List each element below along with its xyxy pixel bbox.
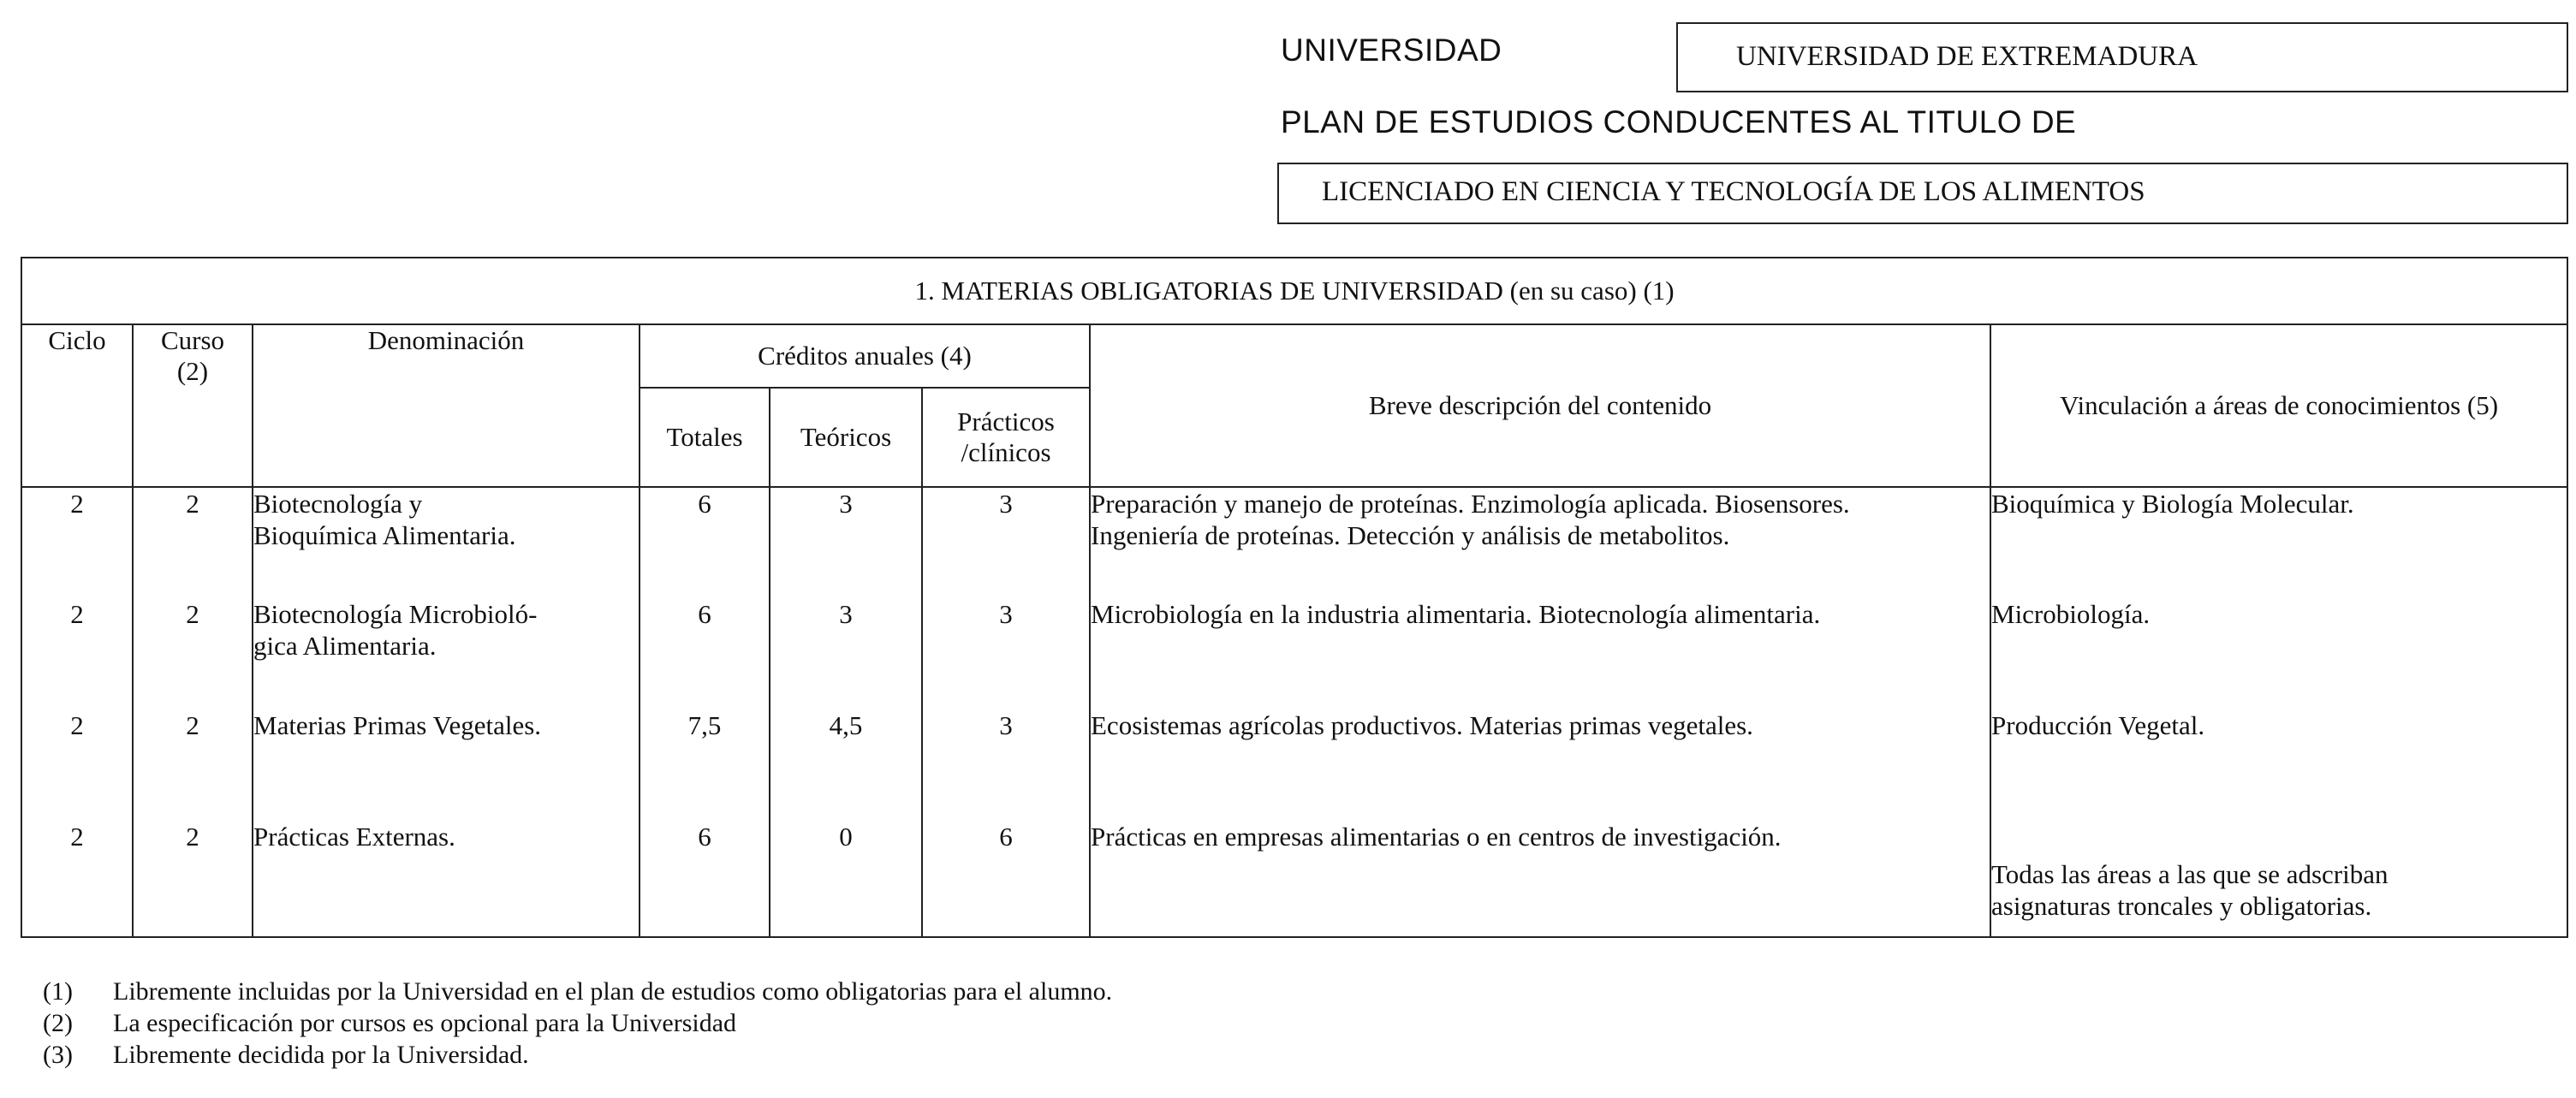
table-row — [21, 598, 2567, 709]
cell-denominacion: Biotecnología Microbioló- gica Alimentaria. — [253, 598, 640, 709]
cell-denominacion: Prácticas Externas. — [253, 821, 640, 937]
footnote: (3) Libremente decidida por la Universidad. — [43, 1041, 529, 1069]
cell-ciclo: 2 — [21, 821, 133, 937]
header-totales: Totales — [640, 388, 770, 487]
cell-teoricos: 3 — [770, 598, 922, 709]
universidad-box — [1676, 22, 2568, 92]
cell-totales: 6 — [640, 598, 770, 709]
table-row — [21, 821, 2567, 937]
cell-area: Microbiología. — [1990, 598, 2567, 709]
table-title: 1. MATERIAS OBLIGATORIAS DE UNIVERSIDAD (en su caso) (1) — [21, 258, 2567, 324]
cell-descripcion: Prácticas en empresas alimentarias o en centros de investigación. — [1090, 821, 1990, 937]
cell-practicos: 6 — [922, 821, 1090, 937]
cell-denominacion: Biotecnología y Bioquímica Alimentaria. — [253, 487, 640, 598]
cell-curso: 2 — [133, 821, 253, 937]
titulo-box — [1277, 163, 2568, 224]
cell-curso: 2 — [133, 709, 253, 821]
cell-totales: 6 — [640, 821, 770, 937]
cell-area: Bioquímica y Biología Molecular. — [1990, 487, 2567, 598]
cell-practicos: 3 — [922, 487, 1090, 598]
header-denominacion: Denominación — [253, 324, 640, 487]
cell-teoricos: 4,5 — [770, 709, 922, 821]
cell-totales: 7,5 — [640, 709, 770, 821]
header-creditos: Créditos anuales (4) — [640, 324, 1090, 388]
universidad-value: UNIVERSIDAD DE EXTREMADURA — [1736, 41, 2198, 72]
cell-ciclo: 2 — [21, 709, 133, 821]
cell-curso: 2 — [133, 598, 253, 709]
header-teoricos: Teóricos — [770, 388, 922, 487]
header-vinculacion: Vinculación a áreas de conocimientos (5) — [1990, 324, 2567, 487]
footnote: (2) La especificación por cursos es opcional para la Universidad — [43, 1009, 737, 1037]
table-row — [21, 487, 2567, 598]
cell-teoricos: 3 — [770, 487, 922, 598]
materias-table — [21, 257, 2568, 938]
footnote: (1) Libremente incluidas por la Universidad en el plan de estudios como obligatorias para el alumno. — [43, 977, 1113, 1006]
universidad-label: UNIVERSIDAD — [1281, 33, 1502, 68]
cell-teoricos: 0 — [770, 821, 922, 937]
header-ciclo: Ciclo — [21, 324, 133, 487]
cell-curso: 2 — [133, 487, 253, 598]
cell-descripcion: Preparación y manejo de proteínas. Enzimología aplicada. Biosensores. Ingeniería de proteínas. Detección y análisis de metabolitos. — [1090, 487, 1990, 598]
cell-practicos: 3 — [922, 709, 1090, 821]
cell-descripcion: Microbiología en la industria alimentaria. Biotecnología alimentaria. — [1090, 598, 1990, 709]
footnotes — [43, 977, 1112, 1072]
cell-denominacion: Materias Primas Vegetales. — [253, 709, 640, 821]
cell-area: Todas las áreas a las que se adscriban asignaturas troncales y obligatorias. — [1990, 821, 2567, 937]
titulo-value: LICENCIADO EN CIENCIA Y TECNOLOGÍA DE LOS ALIMENTOS — [1322, 176, 2145, 207]
table-row — [21, 709, 2567, 821]
cell-ciclo: 2 — [21, 598, 133, 709]
cell-totales: 6 — [640, 487, 770, 598]
header-practicos: Prácticos /clínicos — [922, 388, 1090, 487]
header-descripcion: Breve descripción del contenido — [1090, 324, 1990, 487]
cell-ciclo: 2 — [21, 487, 133, 598]
cell-area: Producción Vegetal. — [1990, 709, 2567, 821]
cell-practicos: 3 — [922, 598, 1090, 709]
cell-descripcion: Ecosistemas agrícolas productivos. Materias primas vegetales. — [1090, 709, 1990, 821]
plan-label: PLAN DE ESTUDIOS CONDUCENTES AL TITULO DE — [1281, 104, 2077, 139]
header-curso: Curso (2) — [133, 324, 253, 487]
